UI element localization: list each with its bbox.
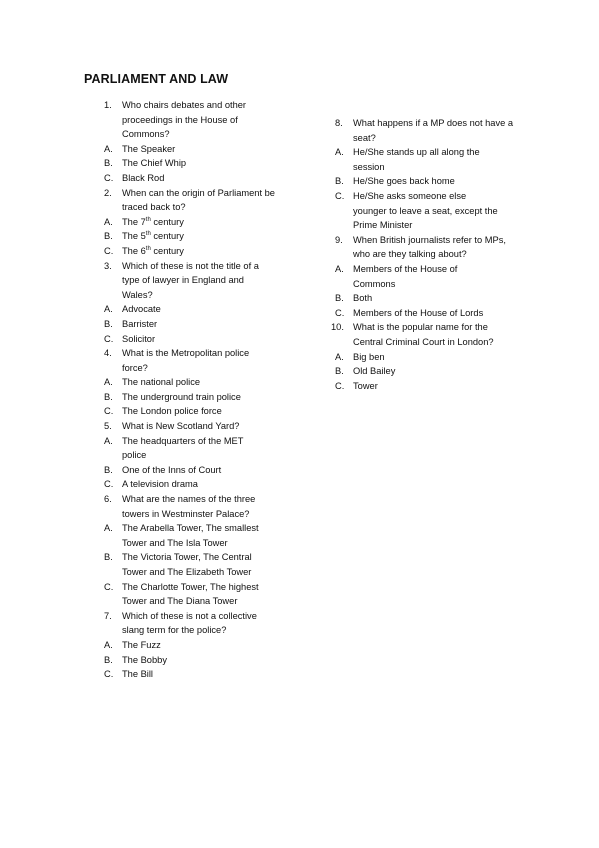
question-number: 3. bbox=[104, 260, 112, 271]
option-letter: C. bbox=[335, 307, 345, 318]
option-letter: A. bbox=[104, 143, 113, 154]
option-text-main: The 5 bbox=[122, 231, 146, 242]
option-text: Solicitor bbox=[122, 333, 156, 344]
option-letter: C. bbox=[335, 380, 345, 391]
option-text-rest: century bbox=[150, 231, 184, 242]
option-letter: A. bbox=[335, 263, 344, 274]
question-3 bbox=[104, 259, 344, 303]
question-text: What is the popular name for the Central Criminal Court in London? bbox=[353, 322, 494, 347]
question-text: When British journalists refer to MPs, who are they talking about? bbox=[353, 234, 506, 260]
question-text: Who chairs debates and other proceedings in the House of Commons? bbox=[122, 100, 247, 140]
option-c bbox=[335, 306, 525, 321]
question-text: What is New Scotland Yard? bbox=[122, 421, 240, 432]
option-letter: A. bbox=[104, 216, 113, 227]
question-text: Which of these is not the title of a type of lawyer in England and Wales? bbox=[122, 260, 259, 300]
option-text: A television drama bbox=[122, 479, 198, 490]
option-letter: B. bbox=[104, 231, 113, 242]
option-text-main: The 6 bbox=[122, 245, 146, 256]
option-c bbox=[104, 404, 344, 419]
option-text: Advocate bbox=[122, 304, 161, 315]
option-letter: B. bbox=[335, 366, 344, 377]
question-1 bbox=[104, 98, 344, 142]
option-text: The headquarters of the MET police bbox=[122, 435, 244, 461]
question-text: What is the Metropolitan police force? bbox=[122, 348, 250, 373]
option-letter: C. bbox=[104, 669, 114, 680]
option-text: He/She stands up all along the session bbox=[353, 147, 480, 172]
option-c bbox=[335, 379, 525, 394]
option-text: Both bbox=[353, 293, 373, 304]
option-letter: A. bbox=[104, 639, 113, 650]
option-text: The underground train police bbox=[122, 391, 241, 402]
option-text-main: The 7 bbox=[122, 216, 146, 227]
option-b bbox=[104, 463, 344, 478]
question-text: What are the names of the three towers in Westminster Palace? bbox=[122, 494, 256, 519]
option-a bbox=[335, 145, 525, 174]
option-letter: C. bbox=[104, 406, 114, 417]
option-a bbox=[104, 521, 344, 550]
option-letter: A. bbox=[335, 351, 344, 362]
option-a bbox=[335, 350, 525, 365]
option-b bbox=[104, 317, 344, 332]
option-text bbox=[122, 244, 259, 259]
option-letter: A. bbox=[104, 523, 113, 534]
ordinal-suffix: th bbox=[145, 216, 151, 223]
option-letter: C. bbox=[104, 172, 114, 183]
option-c bbox=[104, 477, 344, 492]
option-b bbox=[104, 550, 344, 579]
option-c bbox=[104, 667, 344, 682]
option-letter: C. bbox=[104, 581, 114, 592]
option-letter: A. bbox=[335, 147, 344, 158]
option-a bbox=[104, 215, 344, 230]
option-letter: B. bbox=[335, 293, 344, 304]
option-letter: A. bbox=[104, 435, 113, 446]
option-text: He/She asks someone else younger to leave a seat, except the Prime Minister bbox=[353, 190, 498, 231]
option-text: Members of the House of Commons bbox=[353, 263, 458, 289]
question-7 bbox=[104, 609, 344, 638]
option-b bbox=[104, 390, 344, 405]
question-8 bbox=[335, 116, 525, 145]
question-number: 10. bbox=[331, 322, 344, 333]
option-text: The London police force bbox=[122, 406, 222, 417]
option-letter: B. bbox=[335, 176, 344, 187]
option-text: The Bill bbox=[122, 669, 154, 680]
ordinal-suffix: th bbox=[145, 231, 151, 238]
option-text: Barrister bbox=[122, 318, 158, 329]
ordinal-suffix: th bbox=[145, 245, 151, 252]
option-text-rest: century bbox=[150, 216, 184, 227]
question-number: 6. bbox=[104, 494, 112, 505]
page-title: PARLIAMENT AND LAW bbox=[84, 72, 229, 86]
option-text: Old Bailey bbox=[353, 366, 396, 377]
question-number: 9. bbox=[335, 234, 343, 245]
option-text: The national police bbox=[122, 377, 201, 388]
option-text-rest: century bbox=[150, 245, 184, 256]
option-a bbox=[104, 142, 344, 157]
option-letter: C. bbox=[104, 479, 114, 490]
option-c bbox=[104, 171, 344, 186]
option-text bbox=[122, 229, 259, 244]
option-c bbox=[335, 189, 525, 233]
option-text bbox=[122, 215, 259, 230]
question-number: 4. bbox=[104, 348, 112, 359]
question-4 bbox=[104, 346, 344, 375]
option-a bbox=[104, 434, 344, 463]
option-a bbox=[104, 302, 344, 317]
option-c bbox=[104, 580, 344, 609]
option-text: The Speaker bbox=[122, 143, 176, 154]
question-text: What happens if a MP does not have a seat? bbox=[353, 118, 514, 143]
option-letter: B. bbox=[104, 391, 113, 402]
question-text: Which of these is not a collective slang term for the police? bbox=[122, 610, 257, 636]
option-text: The Fuzz bbox=[122, 639, 161, 650]
option-text: Black Rod bbox=[122, 172, 165, 183]
option-text: The Victoria Tower, The Central Tower and The Elizabeth Tower bbox=[122, 552, 252, 577]
option-c bbox=[104, 332, 344, 347]
option-text: The Charlotte Tower, The highest Tower and The Diana Tower bbox=[122, 581, 259, 607]
option-letter: C. bbox=[104, 245, 114, 256]
option-text: Tower bbox=[353, 380, 378, 391]
option-text: He/She goes back home bbox=[353, 176, 455, 187]
option-letter: A. bbox=[104, 377, 113, 388]
question-6 bbox=[104, 492, 344, 521]
question-10 bbox=[331, 320, 525, 349]
questions-right-column bbox=[331, 116, 525, 393]
option-b bbox=[335, 174, 525, 189]
option-c bbox=[104, 244, 344, 259]
question-text: When can the origin of Parliament be traced back to? bbox=[122, 187, 275, 213]
option-b bbox=[104, 156, 344, 171]
question-5 bbox=[104, 419, 344, 434]
question-number: 5. bbox=[104, 421, 112, 432]
option-text: One of the Inns of Court bbox=[122, 464, 222, 475]
option-letter: B. bbox=[104, 318, 113, 329]
option-b bbox=[104, 653, 344, 668]
option-letter: B. bbox=[104, 654, 113, 665]
option-a bbox=[104, 375, 344, 390]
option-b bbox=[104, 229, 344, 244]
option-letter: C. bbox=[335, 190, 345, 201]
option-text: Big ben bbox=[353, 351, 385, 362]
option-text: Members of the House of Lords bbox=[353, 307, 484, 318]
question-2 bbox=[104, 186, 344, 215]
question-number: 7. bbox=[104, 610, 112, 621]
option-b bbox=[335, 291, 525, 306]
option-text: The Arabella Tower, The smallest Tower and The Isla Tower bbox=[122, 523, 259, 548]
option-a bbox=[335, 262, 525, 291]
option-b bbox=[335, 364, 525, 379]
option-letter: A. bbox=[104, 304, 113, 315]
option-text: The Chief Whip bbox=[122, 158, 187, 169]
option-letter: C. bbox=[104, 333, 114, 344]
option-letter: B. bbox=[104, 464, 113, 475]
option-text: The Bobby bbox=[122, 654, 167, 665]
option-letter: B. bbox=[104, 552, 113, 563]
question-number: 1. bbox=[104, 100, 112, 110]
option-a bbox=[104, 638, 344, 653]
question-number: 2. bbox=[104, 187, 112, 198]
option-letter: B. bbox=[104, 158, 113, 169]
question-number: 8. bbox=[335, 118, 343, 128]
question-9 bbox=[335, 233, 525, 262]
questions-left-column bbox=[104, 98, 344, 682]
